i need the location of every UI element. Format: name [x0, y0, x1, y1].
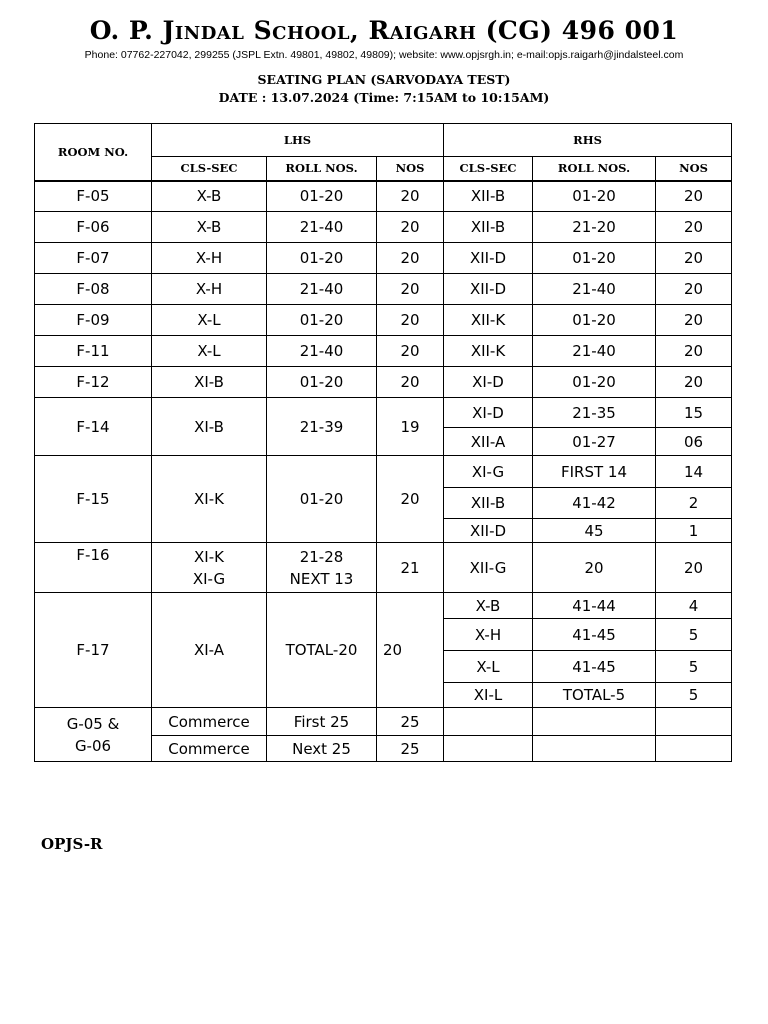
plan-title: SEATING PLAN (SARVODAYA TEST)	[257, 72, 511, 87]
lhs-roll-cell	[267, 543, 377, 593]
rhs-cls-cell	[444, 736, 533, 762]
rhs-cls-cell: XI-D	[444, 367, 533, 398]
lhs-roll-cell: 21-40	[267, 212, 377, 243]
lhs-cls-cell: XI-K	[152, 456, 267, 543]
room-cell: F-07	[35, 243, 152, 274]
rhs-cls-cell: X-H	[444, 619, 533, 651]
rhs-roll-cell: 20	[533, 543, 656, 593]
rhs-cls-sec-header: CLS-SEC	[444, 157, 533, 181]
rhs-roll-cell: 45	[533, 519, 656, 543]
rhs-roll-cell	[533, 736, 656, 762]
rhs-cls-cell: XII-B	[444, 488, 533, 519]
rhs-roll-cell	[533, 708, 656, 736]
room-cell: F-14	[35, 398, 152, 456]
room-cell: F-08	[35, 274, 152, 305]
rhs-cls-cell: XII-D	[444, 274, 533, 305]
room-cell: F-16	[35, 543, 152, 593]
lhs-nos-cell: 19	[377, 398, 444, 456]
rhs-roll-cell: 41-44	[533, 593, 656, 619]
lhs-roll-nos-header: ROLL NOS.	[267, 157, 377, 181]
rhs-cls-cell: XII-K	[444, 305, 533, 336]
lhs-roll-cell: 01-20	[267, 305, 377, 336]
lhs-cls-line: XI-G	[192, 569, 226, 588]
rhs-nos-cell: 2	[656, 488, 732, 519]
rhs-nos-cell: 14	[656, 456, 732, 488]
table-header-row	[35, 124, 732, 157]
rhs-roll-cell: 41-45	[533, 651, 656, 683]
rhs-nos-cell: 20	[656, 367, 732, 398]
rhs-nos-header: NOS	[656, 157, 732, 181]
rhs-roll-cell: TOTAL-5	[533, 683, 656, 708]
rhs-nos-cell: 5	[656, 683, 732, 708]
room-cell: F-15	[35, 456, 152, 543]
rhs-nos-cell: 1	[656, 519, 732, 543]
lhs-nos-cell: 20	[377, 593, 444, 708]
rhs-cls-cell: XII-A	[444, 428, 533, 456]
table-row	[35, 212, 732, 243]
table-row	[35, 543, 732, 593]
rhs-nos-cell: 4	[656, 593, 732, 619]
table-row	[35, 243, 732, 274]
lhs-roll-cell: 21-40	[267, 336, 377, 367]
lhs-nos-cell: 25	[377, 736, 444, 762]
rhs-cls-cell: XII-B	[444, 181, 533, 212]
rhs-cls-cell: XII-G	[444, 543, 533, 593]
lhs-nos-cell: 20	[377, 456, 444, 543]
rhs-header: RHS	[444, 124, 732, 157]
lhs-cls-cell: Commerce	[152, 736, 267, 762]
lhs-cls-cell: XI-B	[152, 367, 267, 398]
lhs-cls-cell	[152, 543, 267, 593]
room-cell: F-06	[35, 212, 152, 243]
lhs-roll-cell: TOTAL-20	[267, 593, 377, 708]
lhs-cls-cell: X-B	[152, 181, 267, 212]
seating-plan-table	[34, 123, 732, 762]
rhs-roll-cell: 01-20	[533, 181, 656, 212]
rhs-cls-cell: XI-G	[444, 456, 533, 488]
table-row	[35, 398, 732, 428]
contact-line: Phone: 07762-227042, 299255 (JSPL Extn. 49801, 49802, 49809); website: www.opjsrgh.in; e-mail:opjs.raigarh@jindalsteel.com	[84, 49, 684, 61]
lhs-cls-cell: XI-A	[152, 593, 267, 708]
rhs-roll-cell: 01-20	[533, 367, 656, 398]
school-name: O. P. Jindal School, Raigarh (CG) 496 001	[89, 16, 679, 45]
lhs-roll-line: 21-28	[299, 547, 344, 566]
table-row	[35, 336, 732, 367]
rhs-roll-cell: 21-20	[533, 212, 656, 243]
rhs-cls-cell: XII-K	[444, 336, 533, 367]
rhs-nos-cell: 20	[656, 305, 732, 336]
rhs-cls-cell: XI-D	[444, 398, 533, 428]
footer-code: OPJS-R	[41, 835, 103, 853]
room-line: G-06	[74, 736, 112, 755]
rhs-nos-cell	[656, 708, 732, 736]
lhs-nos-cell: 20	[377, 336, 444, 367]
lhs-cls-cell: X-H	[152, 274, 267, 305]
lhs-nos-cell: 20	[377, 305, 444, 336]
lhs-roll-cell: 21-39	[267, 398, 377, 456]
lhs-cls-sec-header: CLS-SEC	[152, 157, 267, 181]
rhs-roll-cell: 01-20	[533, 305, 656, 336]
rhs-cls-cell: XI-L	[444, 683, 533, 708]
lhs-nos-header: NOS	[377, 157, 444, 181]
room-cell: F-11	[35, 336, 152, 367]
rhs-roll-cell: 21-40	[533, 274, 656, 305]
lhs-nos-cell: 20	[377, 274, 444, 305]
rhs-roll-cell: FIRST 14	[533, 456, 656, 488]
rhs-nos-cell: 20	[656, 212, 732, 243]
rhs-roll-cell: 41-42	[533, 488, 656, 519]
lhs-roll-cell: Next 25	[267, 736, 377, 762]
rhs-cls-cell: XII-D	[444, 243, 533, 274]
lhs-cls-cell: X-B	[152, 212, 267, 243]
rhs-cls-cell	[444, 708, 533, 736]
lhs-nos-cell: 20	[377, 243, 444, 274]
rhs-nos-cell: 06	[656, 428, 732, 456]
lhs-nos-cell: 25	[377, 708, 444, 736]
lhs-cls-cell: XI-B	[152, 398, 267, 456]
lhs-nos-cell: 21	[377, 543, 444, 593]
room-no-header: ROOM NO.	[35, 124, 152, 181]
lhs-cls-cell: X-L	[152, 336, 267, 367]
lhs-roll-cell: 01-20	[267, 367, 377, 398]
table-row	[35, 593, 732, 619]
lhs-roll-cell: 21-40	[267, 274, 377, 305]
lhs-cls-line: XI-K	[194, 547, 224, 566]
rhs-nos-cell: 5	[656, 619, 732, 651]
lhs-nos-cell: 20	[377, 212, 444, 243]
room-cell: F-09	[35, 305, 152, 336]
plan-date: DATE : 13.07.2024 (Time: 7:15AM to 10:15AM)	[218, 90, 550, 105]
rhs-nos-cell: 20	[656, 543, 732, 593]
room-cell: F-17	[35, 593, 152, 708]
rhs-nos-cell: 15	[656, 398, 732, 428]
lhs-header: LHS	[152, 124, 444, 157]
lhs-cls-cell: X-L	[152, 305, 267, 336]
lhs-nos-cell: 20	[377, 181, 444, 212]
rhs-nos-cell: 20	[656, 181, 732, 212]
rhs-roll-cell: 01-27	[533, 428, 656, 456]
rhs-cls-cell: X-B	[444, 593, 533, 619]
table-row	[35, 274, 732, 305]
room-cell: F-12	[35, 367, 152, 398]
rhs-roll-cell: 01-20	[533, 243, 656, 274]
rhs-cls-cell: XII-B	[444, 212, 533, 243]
rhs-roll-cell: 21-35	[533, 398, 656, 428]
rhs-nos-cell: 20	[656, 274, 732, 305]
rhs-roll-cell: 41-45	[533, 619, 656, 651]
room-cell	[35, 708, 152, 762]
lhs-roll-cell: 01-20	[267, 181, 377, 212]
room-line: G-05 &	[66, 714, 120, 733]
rhs-cls-cell: XII-D	[444, 519, 533, 543]
rhs-roll-nos-header: ROLL NOS.	[533, 157, 656, 181]
rhs-nos-cell	[656, 736, 732, 762]
table-row	[35, 305, 732, 336]
lhs-roll-line: NEXT 13	[289, 569, 354, 588]
rhs-roll-cell: 21-40	[533, 336, 656, 367]
lhs-roll-cell: First 25	[267, 708, 377, 736]
table-row	[35, 708, 732, 736]
table-row	[35, 181, 732, 212]
rhs-nos-cell: 20	[656, 336, 732, 367]
rhs-nos-cell: 20	[656, 243, 732, 274]
lhs-nos-cell: 20	[377, 367, 444, 398]
lhs-cls-cell: Commerce	[152, 708, 267, 736]
rhs-cls-cell: X-L	[444, 651, 533, 683]
table-row	[35, 456, 732, 488]
room-cell: F-05	[35, 181, 152, 212]
lhs-cls-cell: X-H	[152, 243, 267, 274]
lhs-roll-cell: 01-20	[267, 243, 377, 274]
table-row	[35, 367, 732, 398]
rhs-nos-cell: 5	[656, 651, 732, 683]
lhs-roll-cell: 01-20	[267, 456, 377, 543]
